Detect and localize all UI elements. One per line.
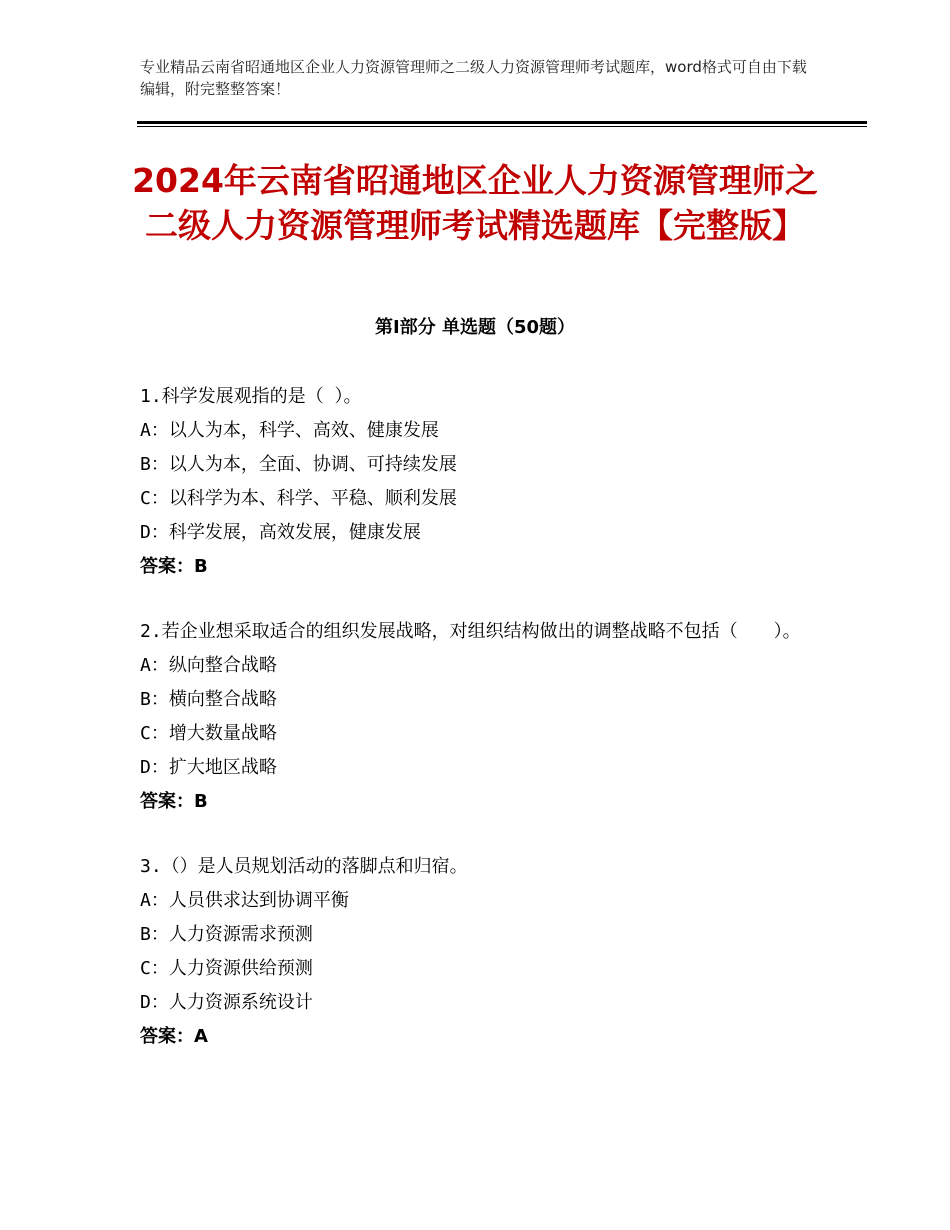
option-a: A：纵向整合战略: [140, 655, 277, 676]
option-c: C：人力资源供给预测: [140, 958, 313, 979]
question-stem: 2.若企业想采取适合的组织发展战略，对组织结构做出的调整战略不包括（ ）。: [140, 621, 801, 642]
question-stem: 1.科学发展观指的是（ ）。: [140, 386, 362, 407]
question-1: [140, 380, 820, 584]
option-b: B：人力资源需求预测: [140, 924, 313, 945]
answer-line: 答案：A: [140, 1026, 208, 1047]
question-list: [140, 380, 820, 1085]
option-a: A：以人为本，科学、高效、健康发展: [140, 420, 439, 441]
answer-line: 答案：B: [140, 791, 208, 812]
option-c: C：增大数量战略: [140, 723, 277, 744]
header-divider-thin: [137, 126, 867, 127]
option-d: D：人力资源系统设计: [140, 992, 313, 1013]
section-heading: 第Ⅰ部分 单选题（50题）: [374, 317, 575, 338]
document-title: 2024年云南省昭通地区企业人力资源管理师之二级人力资源管理师考试精选题库【完整版】: [132, 161, 818, 245]
option-c: C：以科学为本、科学、平稳、顺利发展: [140, 488, 457, 509]
option-b: B：以人为本，全面、协调、可持续发展: [140, 454, 457, 475]
answer-line: 答案：B: [140, 556, 208, 577]
option-d: D：扩大地区战略: [140, 757, 277, 778]
option-a: A：人员供求达到协调平衡: [140, 890, 349, 911]
question-2: [140, 615, 820, 819]
question-stem: 3.（）是人员规划活动的落脚点和归宿。: [140, 856, 468, 877]
header-divider: [137, 121, 867, 124]
option-b: B：横向整合战略: [140, 689, 277, 710]
option-d: D：科学发展，高效发展，健康发展: [140, 522, 421, 543]
question-3: [140, 850, 820, 1054]
header-note: 专业精品云南省昭通地区企业人力资源管理师之二级人力资源管理师考试题库，word格式可自由下载编辑，附完整整答案！: [140, 58, 807, 98]
